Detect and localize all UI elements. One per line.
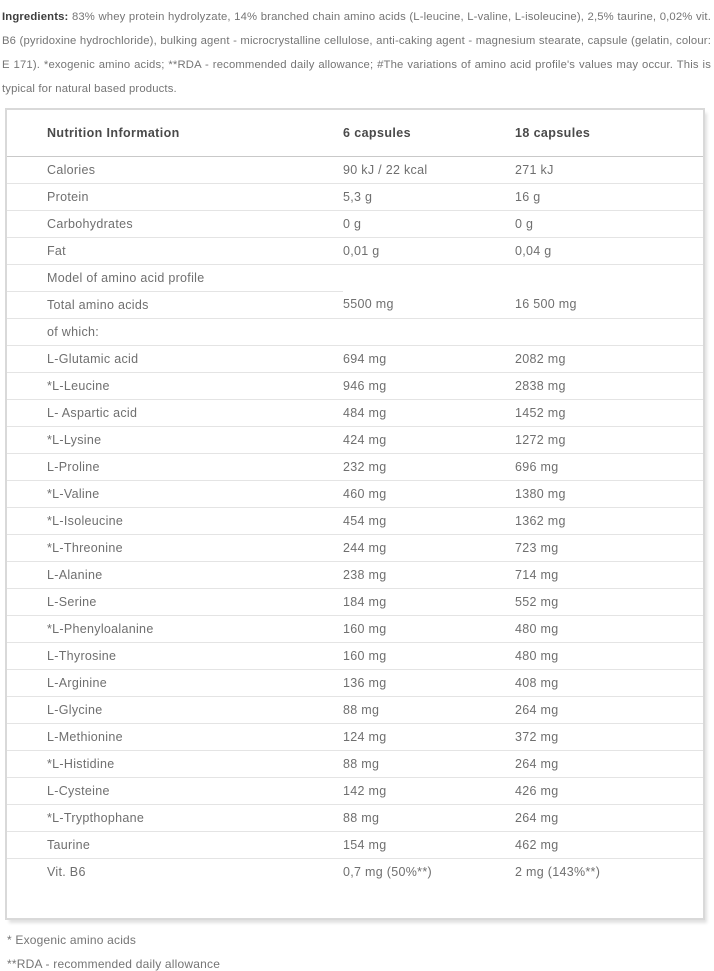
row-value-18-capsules: 16 g xyxy=(515,183,703,210)
row-value-6-capsules: 160 mg xyxy=(343,642,515,669)
row-label: L- Aspartic acid xyxy=(7,399,343,426)
table-row xyxy=(7,318,703,345)
ingredients-text: 83% whey protein hydrolyzate, 14% branched chain amino acids (L-leucine, L-valine, L-isoleucine), 2,5% taurine, 0,02% vit. B6 (pyridoxine hydrochloride), bulking agent - microcrystalline cellulose, anti-caking agent - magnesium stearate, capsule (gelatin, colour: E 171). *exogenic amino acids; **RDA - recommended daily allowance; #The variations of amino acid profile's values may occur. This is typical for natural based products. xyxy=(2,11,711,95)
row-label: L-Proline xyxy=(7,453,343,480)
row-value-18-capsules: 264 mg xyxy=(515,696,703,723)
row-label: Carbohydrates xyxy=(7,210,343,237)
table-row xyxy=(7,264,703,291)
row-value-6-capsules: 160 mg xyxy=(343,615,515,642)
row-label: Protein xyxy=(7,183,343,210)
row-label: *L-Leucine xyxy=(7,372,343,399)
row-value-18-capsules: 0,04 g xyxy=(515,237,703,264)
row-value-6-capsules: 154 mg xyxy=(343,831,515,858)
row-value-6-capsules: 238 mg xyxy=(343,561,515,588)
table-row xyxy=(7,777,703,804)
nutrition-table-body xyxy=(7,156,703,885)
table-row xyxy=(7,507,703,534)
row-value-18-capsules: 264 mg xyxy=(515,804,703,831)
row-value-18-capsules: 2 mg (143%**) xyxy=(515,864,601,879)
table-row xyxy=(7,615,703,642)
row-value-18-capsules: 1452 mg xyxy=(515,399,703,426)
row-label: *L-Lysine xyxy=(7,426,343,453)
row-value-18-capsules: 426 mg xyxy=(515,777,703,804)
row-value-18-capsules: 723 mg xyxy=(515,534,703,561)
table-row xyxy=(7,372,703,399)
footnote-exogenic-amino-acids: * Exogenic amino acids xyxy=(7,933,137,947)
row-value-18-capsules: 0 g xyxy=(515,210,703,237)
row-label: Calories xyxy=(7,156,343,183)
row-value-6-capsules: 88 mg xyxy=(343,750,515,777)
table-row xyxy=(7,291,703,318)
row-label: L-Glutamic acid xyxy=(7,345,343,372)
row-value-6-capsules: 142 mg xyxy=(343,777,515,804)
table-row xyxy=(7,750,703,777)
row-value-6-capsules: 424 mg xyxy=(343,426,515,453)
row-value-6-capsules: 454 mg xyxy=(343,507,515,534)
row-value-6-capsules: 244 mg xyxy=(343,534,515,561)
row-value-6-capsules: 88 mg xyxy=(343,804,515,831)
row-value-6-capsules: 184 mg xyxy=(343,588,515,615)
table-row xyxy=(7,561,703,588)
row-value-18-capsules xyxy=(515,318,703,345)
row-value-18-capsules: 16 500 mg xyxy=(515,291,703,318)
row-value-18-capsules: 1362 mg xyxy=(515,507,703,534)
row-value-18-capsules: 271 kJ xyxy=(515,156,703,183)
table-row xyxy=(7,831,703,858)
row-label: Fat xyxy=(7,237,343,264)
table-row xyxy=(7,183,703,210)
row-value-6-capsules: 5500 mg xyxy=(343,291,515,318)
table-row xyxy=(7,237,703,264)
row-value-6-capsules xyxy=(343,318,515,345)
nutrition-table-card xyxy=(5,108,705,920)
row-value-18-capsules: 696 mg xyxy=(515,453,703,480)
row-value-18-capsules xyxy=(515,264,703,291)
table-header-row xyxy=(7,110,703,156)
row-label: L-Thyrosine xyxy=(7,642,343,669)
table-row xyxy=(7,426,703,453)
row-value-18-capsules: 552 mg xyxy=(515,588,703,615)
row-label: Taurine xyxy=(7,831,343,858)
row-value-6-capsules: 0 g xyxy=(343,210,515,237)
row-label: L-Alanine xyxy=(7,561,343,588)
row-label: L-Glycine xyxy=(7,696,343,723)
table-row xyxy=(7,453,703,480)
table-row xyxy=(7,156,703,183)
row-label: Model of amino acid profile xyxy=(7,264,343,291)
row-value-18-capsules: 462 mg xyxy=(515,831,703,858)
row-value-18-capsules: 480 mg xyxy=(515,615,703,642)
table-row xyxy=(7,399,703,426)
table-row xyxy=(7,858,703,885)
row-label: Total amino acids xyxy=(7,291,343,318)
table-row xyxy=(7,804,703,831)
row-label: of which: xyxy=(7,318,343,345)
row-value-18-capsules: 264 mg xyxy=(515,750,703,777)
nutrition-table xyxy=(7,110,703,885)
ingredients-paragraph xyxy=(0,0,714,101)
row-value-6-capsules xyxy=(343,264,515,291)
row-value-18-capsules: 1380 mg xyxy=(515,480,703,507)
row-value-6-capsules: 946 mg xyxy=(343,372,515,399)
row-value-18-capsules: 2838 mg xyxy=(515,372,703,399)
table-row xyxy=(7,534,703,561)
row-value-6-capsules: 0,7 mg (50%**) xyxy=(343,864,432,879)
row-label: *L-Threonine xyxy=(7,534,343,561)
row-value-6-capsules: 124 mg xyxy=(343,723,515,750)
row-label: *L-Phenyloalanine xyxy=(7,615,343,642)
row-value-6-capsules: 694 mg xyxy=(343,345,515,372)
row-value-6-capsules: 0,01 g xyxy=(343,237,515,264)
table-row xyxy=(7,345,703,372)
row-label: *L-Isoleucine xyxy=(7,507,343,534)
ingredients-label: Ingredients: xyxy=(2,11,69,23)
row-label: L-Arginine xyxy=(7,669,343,696)
row-value-6-capsules: 5,3 g xyxy=(343,183,515,210)
row-value-18-capsules: 1272 mg xyxy=(515,426,703,453)
table-row xyxy=(7,723,703,750)
row-label: Vit. B6 xyxy=(47,864,86,879)
table-row xyxy=(7,642,703,669)
row-value-18-capsules: 372 mg xyxy=(515,723,703,750)
row-label: *L-Valine xyxy=(7,480,343,507)
row-value-6-capsules: 484 mg xyxy=(343,399,515,426)
row-value-18-capsules: 480 mg xyxy=(515,642,703,669)
row-value-6-capsules: 136 mg xyxy=(343,669,515,696)
row-value-6-capsules: 232 mg xyxy=(343,453,515,480)
row-value-6-capsules: 88 mg xyxy=(343,696,515,723)
row-value-6-capsules: 460 mg xyxy=(343,480,515,507)
row-label: L-Serine xyxy=(7,588,343,615)
row-value-18-capsules: 408 mg xyxy=(515,669,703,696)
row-value-18-capsules: 714 mg xyxy=(515,561,703,588)
row-value-6-capsules: 90 kJ / 22 kcal xyxy=(343,156,515,183)
table-row xyxy=(7,696,703,723)
table-row xyxy=(7,669,703,696)
table-row xyxy=(7,210,703,237)
row-label: L-Cysteine xyxy=(7,777,343,804)
row-label: *L-Trypthophane xyxy=(7,804,343,831)
table-row xyxy=(7,588,703,615)
row-value-18-capsules: 2082 mg xyxy=(515,345,703,372)
footnote-rda: **RDA - recommended daily allowance xyxy=(7,957,221,971)
column-header-18-capsules: 18 capsules xyxy=(515,110,703,156)
column-header-6-capsules: 6 capsules xyxy=(343,110,515,156)
row-label: L-Methionine xyxy=(7,723,343,750)
row-label: *L-Histidine xyxy=(7,750,343,777)
column-header-nutrition-information: Nutrition Information xyxy=(7,110,343,156)
table-row xyxy=(7,480,703,507)
